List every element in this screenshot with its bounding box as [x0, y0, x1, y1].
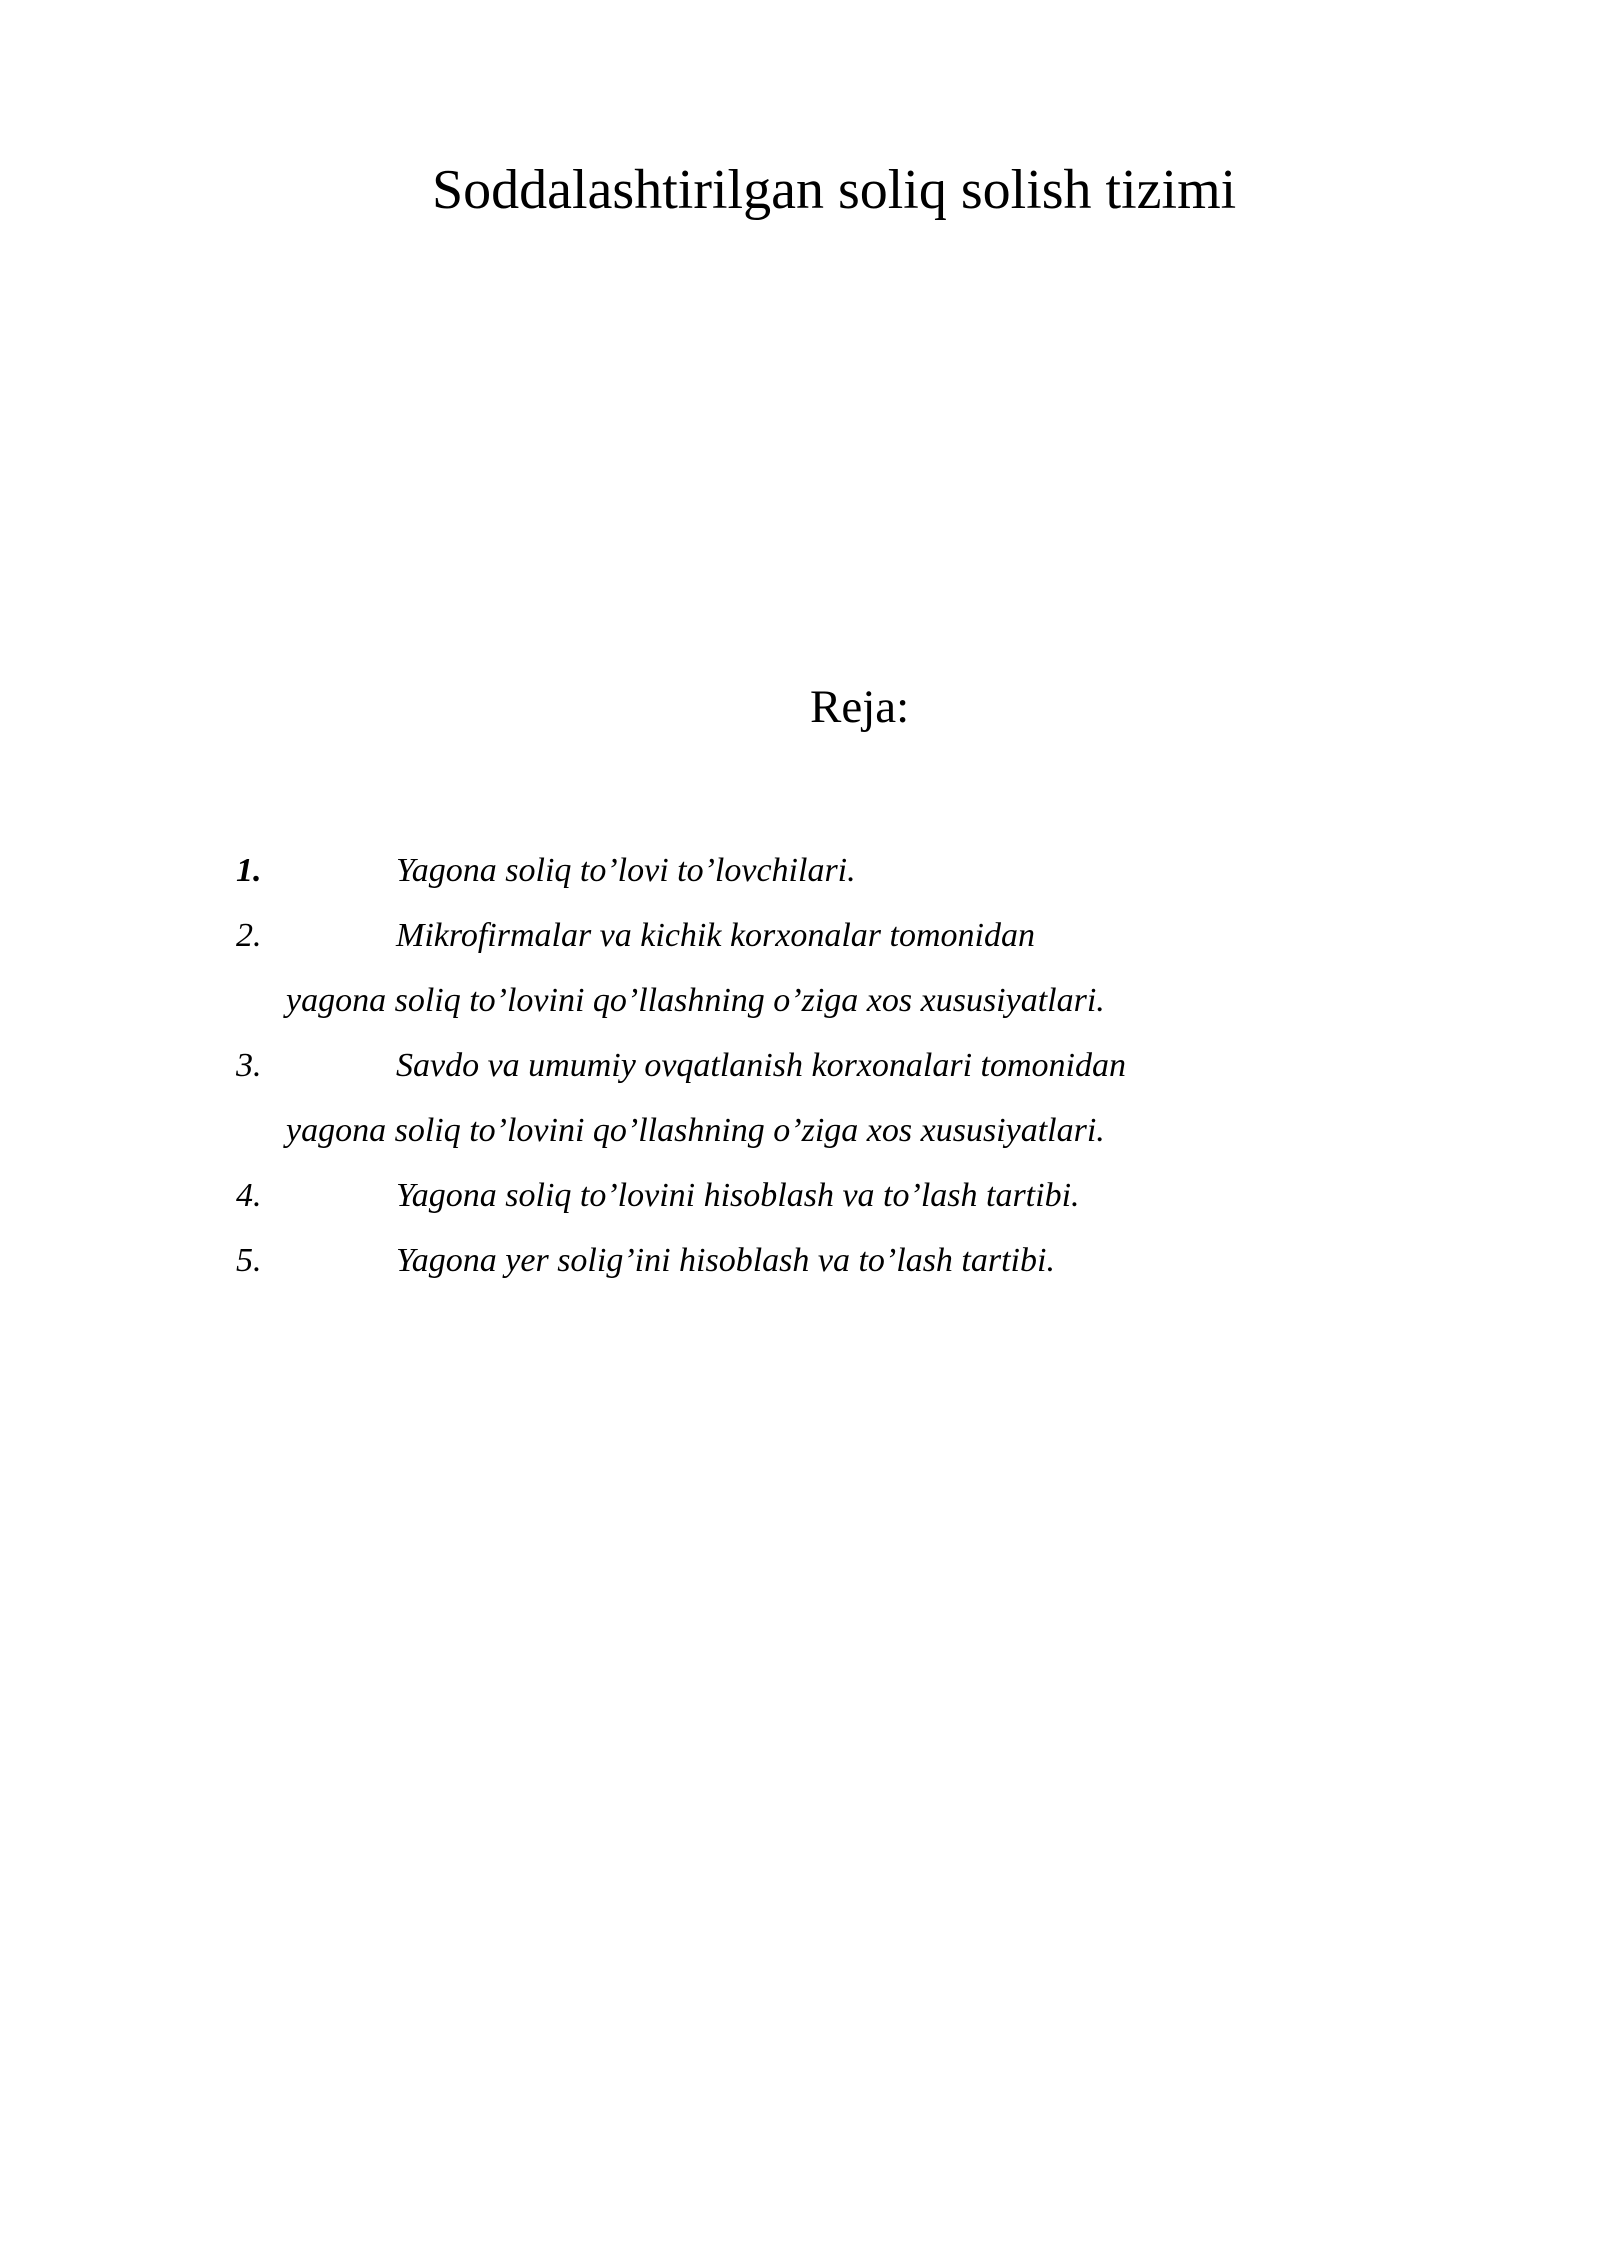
plan-item-number: 5. — [236, 1242, 262, 1279]
plan-list — [236, 838, 1386, 1293]
plan-item-number: 3. — [236, 1047, 262, 1084]
plan-item-1 — [236, 838, 1386, 903]
plan-item-line — [236, 838, 1386, 903]
plan-item-text: Savdo va umumiy ovqatlanish korxonalari tomonidan — [396, 1047, 1126, 1084]
plan-item-line — [236, 1228, 1386, 1293]
plan-item-number: 1. — [236, 852, 262, 889]
plan-item-text: Mikrofirmalar va kichik korxonalar tomonidan — [396, 917, 1035, 954]
plan-item-2 — [236, 903, 1386, 1033]
plan-item-line — [236, 903, 1386, 968]
plan-item-number: 2. — [236, 917, 262, 954]
plan-item-text: Yagona soliq to’lovini hisoblash va to’lash tartibi. — [396, 1177, 1080, 1214]
plan-item-text: Yagona yer solig’ini hisoblash va to’lash tartibi. — [396, 1242, 1055, 1279]
document-title: Soddalashtirilgan soliq solish tizimi — [432, 159, 1237, 221]
plan-item-3 — [236, 1033, 1386, 1163]
plan-item-number: 4. — [236, 1177, 262, 1214]
plan-item-line — [236, 1033, 1386, 1098]
plan-item-continuation: yagona soliq to’lovini qo’llashning o’ziga xos xususiyatlari. — [286, 982, 1105, 1019]
plan-item-continuation: yagona soliq to’lovini qo’llashning o’ziga xos xususiyatlari. — [286, 1112, 1105, 1149]
plan-item-4 — [236, 1163, 1386, 1228]
plan-item-5 — [236, 1228, 1386, 1293]
plan-item-line — [236, 1163, 1386, 1228]
plan-item-text: Yagona soliq to’lovi to’lovchilari. — [396, 852, 856, 889]
plan-heading: Reja: — [810, 681, 910, 733]
